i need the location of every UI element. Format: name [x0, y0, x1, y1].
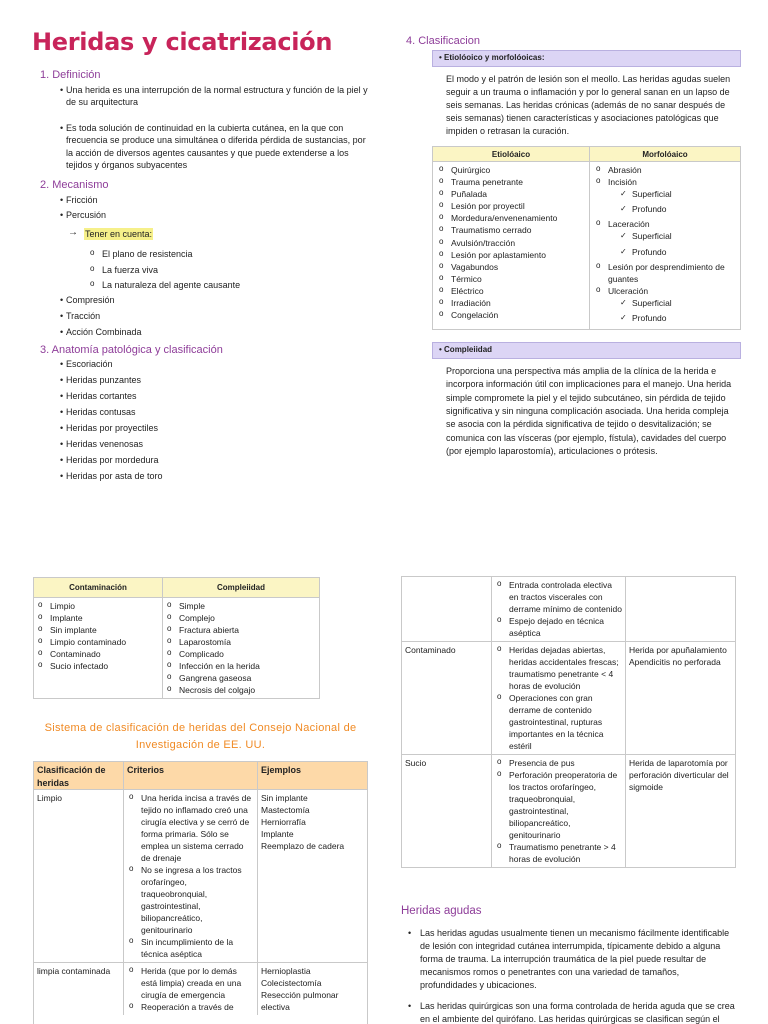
row-criteria — [124, 963, 258, 1015]
row-class: Contaminado — [402, 642, 492, 754]
column-header: Etiolóaico — [433, 147, 590, 161]
table-row — [402, 755, 735, 867]
sub-item: ✓ Superficial — [618, 188, 738, 200]
list-item: o Lesión por desprendimiento de guantes — [594, 261, 738, 285]
contaminacion-column — [34, 598, 163, 698]
list-item: • Las heridas agudas usualmente tienen un mecanismo fácilmente identificable de lesión con integridad cutánea interrumpida, típicamente debido a alguna forma de trauma. La interrupción traumática de la piel puede resultar de mecanismos romos o penetrantes con una variedad de tamaños, profundidades y ubicaciones. — [408, 927, 738, 992]
list-item: o Sin implante — [36, 624, 160, 636]
contaminacion-complejidad-table — [33, 577, 320, 699]
row-class: Sucio — [402, 755, 492, 867]
heading-definicion: 1. Definición — [40, 69, 101, 81]
complejidad-column — [163, 598, 319, 698]
list-item — [594, 285, 738, 324]
subheading-etiologico: • Etiolóoico y morfolóoicas: — [432, 50, 741, 67]
nrc-title: Sistema de clasificación de heridas del Consejo Nacional de Investigación de EE. UU. — [44, 722, 357, 751]
list-item: o Necrosis del colgajo — [165, 684, 317, 696]
list-item: o Laparostomía — [165, 636, 317, 648]
list-item: o Limpio contaminado — [36, 636, 160, 648]
row-examples: Hernioplastia Colecistectomía Resección pulmonar electiva — [261, 966, 339, 1012]
row-criteria — [492, 642, 626, 754]
list-item: o Vagabundos — [437, 261, 587, 273]
list-item: • Heridas venenosas — [60, 438, 280, 451]
row-criteria — [124, 790, 258, 962]
row-examples: Sin implante Mastectomía Herniorrafía Implante Reemplazo de cadera — [261, 793, 345, 851]
list-item: o Traumatismo penetrante > 4 horas de evolución — [495, 841, 622, 865]
list-item: o Implante — [36, 612, 160, 624]
list-item: • Escoriación — [60, 358, 280, 371]
complejidad-paragraph: Proporciona una perspectiva más amplia de la clínica de la herida e incorpora información útil con implicaciones para el manejo. Una herida simple compromete la piel y el tejido subcutáneo, sin pérdida de tejido significativa y sin ninguna complicación asociada. Una herida compleja se asocia con la pérdida significativa de tejido o desvitalización; se comunica con las vísceras (por ejemplo, fístula), cavidades del cuerpo (por ejemplo laparostomía), articulaciones o prótesis. — [446, 366, 732, 456]
list-item: o Complicado — [165, 648, 317, 660]
nrc-table-continued — [401, 576, 736, 868]
list-item: o Congelación — [437, 309, 587, 321]
subheading-complejidad: • Compleiidad — [432, 342, 741, 359]
item-label: Incisión — [608, 177, 637, 188]
nrc-table — [33, 761, 368, 1024]
list-item: • Heridas por mordedura — [60, 454, 280, 467]
column-header: Ejemplos — [261, 765, 302, 775]
row-criteria — [492, 577, 626, 641]
heading-mecanismo: 2. Mecanismo — [40, 179, 109, 191]
list-item: o Complejo — [165, 612, 317, 624]
list-item: • Heridas por proyectiles — [60, 422, 280, 435]
row-class — [402, 577, 492, 641]
list-item: o No se ingresa a los tractos orofaríngeo, traqueobronquial, gastrointestinal, biliopancreático, genitourinario — [127, 864, 254, 936]
sub-item: ✓ Superficial — [618, 297, 738, 309]
list-item: o Perforación preoperatoria de los tractos orofaríngeo, traqueobronquial, gastrointestinal, biliopancreático, genitourinario — [495, 769, 622, 841]
list-item: o Espejo dejado en técnica aséptica — [495, 615, 622, 639]
list-item: o Operaciones con gran derrame de contenido gastrointestinal, rupturas importantes en la técnica estéril — [495, 692, 622, 752]
list-item: o La fuerza viva — [88, 264, 308, 278]
etiologico-paragraph: El modo y el patrón de lesión son el meollo. Las heridas agudas suelen seguir a un trauma o inflamación y por lo general sanan en un lapso de seis semanas. Las heridas crónicas (además de no sanar después de seis semanas) tienen características y asociaciones patológicas que impiden o retrasan la curación. — [446, 74, 731, 137]
list-item: o El plano de resistencia — [88, 248, 308, 262]
list-item: o Puñalada — [437, 188, 587, 200]
sub-item: ✓ Profundo — [618, 246, 738, 258]
list-item: o Eléctrico — [437, 285, 587, 297]
column-header: Compleiidad — [216, 583, 265, 592]
item-label: Laceración — [608, 219, 650, 230]
list-item: • Heridas punzantes — [60, 374, 280, 387]
list-item: • Las heridas quirúrgicas son una forma controlada de herida aguda que se crea en el ambiente del quirófano. Las heridas quirúrgicas se clasifican según el — [408, 1000, 738, 1024]
heading-heridas-agudas: Heridas agudas — [401, 905, 482, 917]
list-item: o Gangrena gaseosa — [165, 672, 317, 684]
row-examples: Herida por apuñalamiento Apendicitis no perforada — [629, 645, 727, 667]
heridas-agudas-list — [408, 927, 738, 1024]
anatomia-list — [60, 358, 280, 486]
list-item: o Limpio — [36, 600, 160, 612]
list-item: o Lesión por aplastamiento — [437, 249, 587, 261]
list-item: o Trauma penetrante — [437, 176, 587, 188]
list-item: • Es toda solución de continuidad en la cubierta cutánea, en la que con frecuencia se produce una simultánea o diferida pérdida de sustancias, por la acción de diversos agentes causantes y que puede extenderse a los tejidos y órganos subyacentes — [60, 122, 368, 171]
page-title: Heridas y cicatrización — [32, 28, 333, 56]
list-item: o Sin incumplimiento de la técnica aséptica — [127, 936, 254, 960]
list-item: • Fricción — [60, 194, 260, 206]
list-item: o La naturaleza del agente causante — [88, 279, 308, 293]
column-header: Clasificación de heridas — [34, 762, 124, 789]
table-row — [402, 577, 735, 642]
note-highlight: Tener en cuenta: — [85, 229, 153, 239]
list-item: o Avulsión/tracción — [437, 237, 587, 249]
list-item: • Percusión — [60, 209, 260, 221]
list-item: o Simple — [165, 600, 317, 612]
list-item: o Heridas dejadas abiertas, heridas accidentales frescas; traumatismo penetrante < 4 horas de evolución — [495, 644, 622, 692]
list-item: o Herida (que por lo demás está limpia) creada en una cirugía de emergencia — [127, 965, 254, 1001]
list-item: o Abrasión — [594, 164, 738, 176]
sub-item: ✓ Profundo — [618, 203, 738, 215]
list-item: • Acción Combinada — [60, 326, 260, 339]
definicion-list — [60, 84, 368, 174]
list-item: o Sucio infectado — [36, 660, 160, 672]
list-item: o Una herida incisa a través de tejido no inflamado creó una cirugía electiva y se cerró de forma primaria. Sólo se emplea un sistema cerrado de drenaje — [127, 792, 254, 864]
list-item — [594, 176, 738, 215]
table-row — [34, 790, 367, 963]
row-criteria — [492, 755, 626, 867]
list-item: • Heridas contusas — [60, 406, 280, 419]
list-item: • Heridas cortantes — [60, 390, 280, 403]
list-item: o Presencia de pus — [495, 757, 622, 769]
list-item: o Traumatismo cerrado — [437, 224, 587, 236]
row-class: Limpio — [34, 790, 124, 962]
mecanismo-list-b — [60, 294, 260, 342]
list-item: o Térmico — [437, 273, 587, 285]
column-header: Contaminación — [34, 578, 163, 597]
etiologico-morfologico-table — [432, 146, 741, 330]
heading-clasificacion: 4. Clasificacion — [406, 35, 480, 47]
row-class: limpia contaminada — [34, 963, 124, 1015]
arrow-icon: → — [68, 227, 78, 238]
mecanismo-sublist — [88, 248, 308, 296]
list-item: o Mordedura/envenenamiento — [437, 212, 587, 224]
list-item: o Entrada controlada electiva en tractos viscerales con derrame mínimo de contenido — [495, 579, 622, 615]
list-item: • Compresión — [60, 294, 260, 307]
item-label: Ulceración — [608, 285, 649, 296]
list-item: o Irradiación — [437, 297, 587, 309]
list-item: • Heridas por asta de toro — [60, 470, 280, 483]
list-item: o Quirúrgico — [437, 164, 587, 176]
heading-anatomia: 3. Anatomía patológica y clasificación — [40, 344, 223, 356]
table-row — [402, 642, 735, 755]
list-item: o Fractura abierta — [165, 624, 317, 636]
row-examples: Herida de laparotomía por perforación diverticular del sigmoide — [629, 758, 729, 792]
list-item: • Tracción — [60, 310, 260, 323]
list-item: • Una herida es una interrupción de la normal estructura y función de la piel y de su arquitectura — [60, 84, 368, 108]
morfologico-column — [590, 162, 740, 329]
etiologico-column — [433, 162, 590, 329]
column-header: Criterios — [124, 762, 258, 789]
list-item — [594, 218, 738, 257]
mecanismo-list-a — [60, 194, 260, 224]
table-row — [34, 963, 367, 1015]
column-header: Morfolóaico — [642, 150, 688, 159]
list-item: o Lesión por proyectil — [437, 200, 587, 212]
list-item: o Contaminado — [36, 648, 160, 660]
list-item: o Infección en la herida — [165, 660, 317, 672]
sub-item: ✓ Profundo — [618, 312, 738, 324]
row-examples — [626, 577, 735, 641]
sub-item: ✓ Superficial — [618, 230, 738, 242]
list-item: o Reoperación a través de — [127, 1001, 254, 1013]
